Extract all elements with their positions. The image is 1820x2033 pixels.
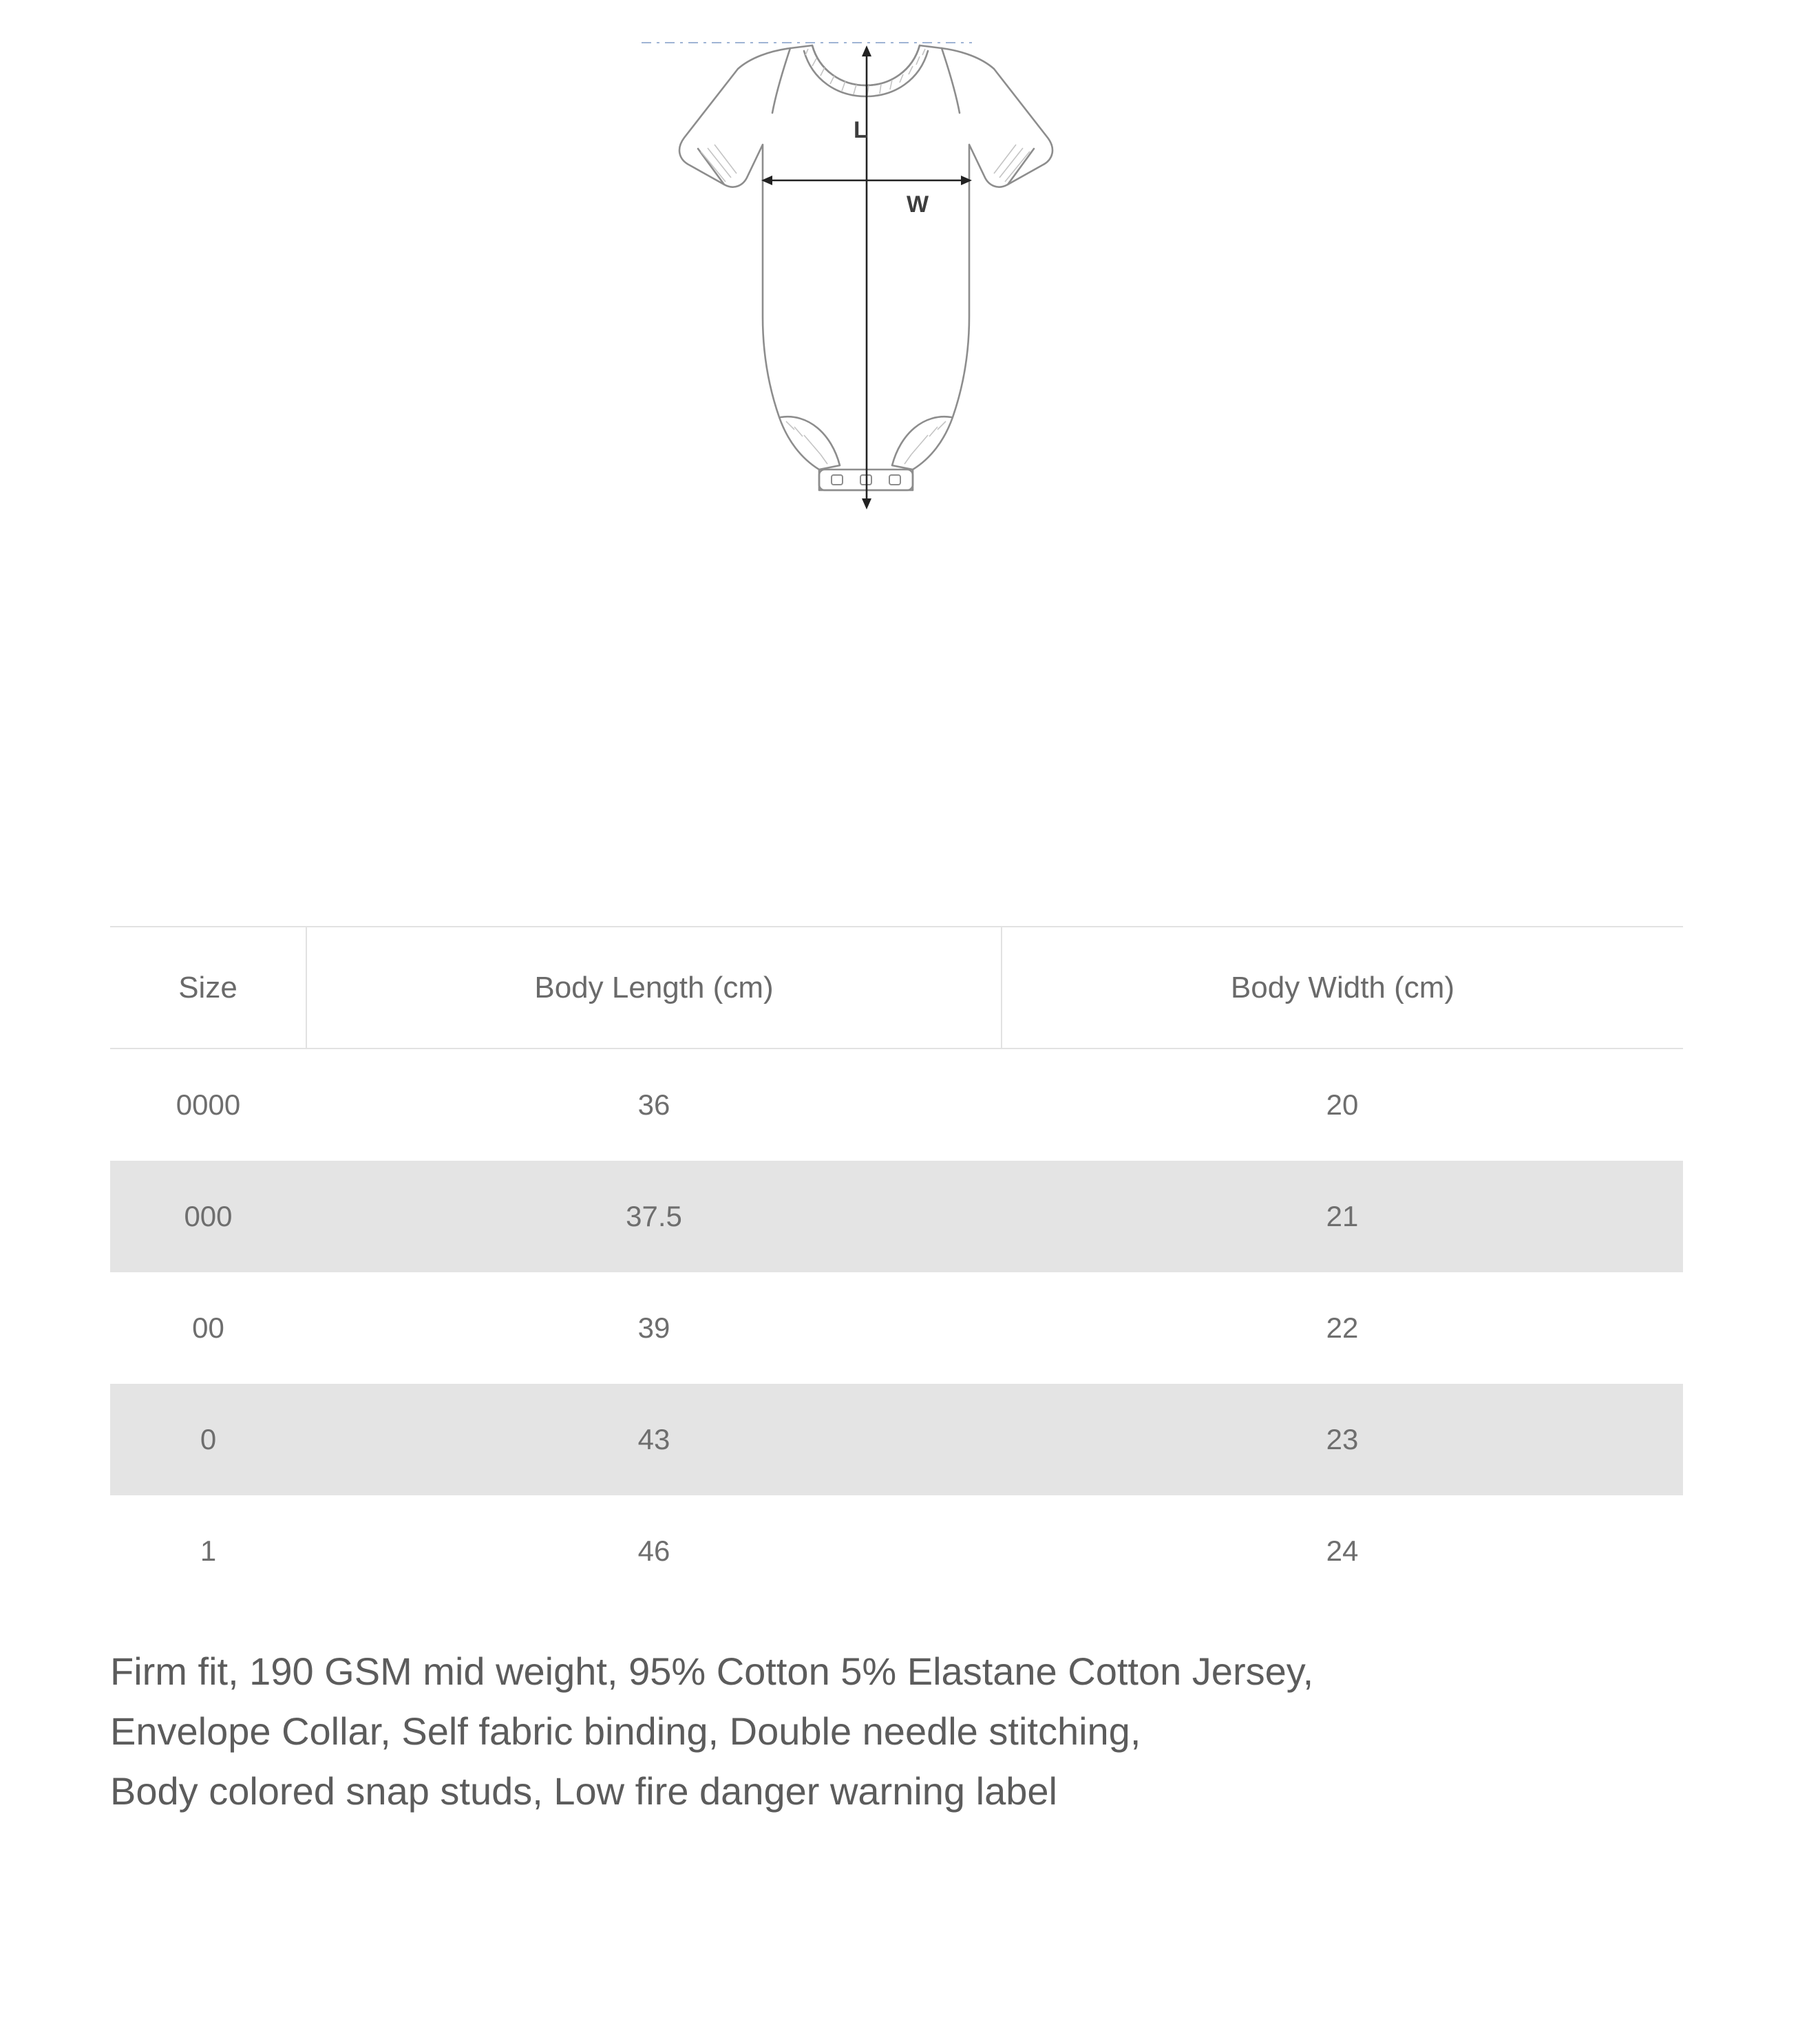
right-sleeve-hem — [1008, 149, 1034, 185]
length-label: L — [854, 117, 868, 143]
description-line-1: Firm fit, 190 GSM mid weight, 95% Cotton 5% Elastane Cotton Jersey, — [110, 1650, 1314, 1693]
description-line-2: Envelope Collar, Self fabric binding, Double needle stitching, — [110, 1709, 1141, 1753]
header-size: Size — [110, 927, 306, 1049]
description-line-3: Body colored snap studs, Low fire danger warning label — [110, 1769, 1057, 1813]
size-table-container — [110, 926, 1683, 1607]
cell-body-length: 37.5 — [306, 1161, 1002, 1272]
table-row — [110, 1272, 1683, 1384]
cell-body-width: 21 — [1002, 1161, 1683, 1272]
header-body-width: Body Width (cm) — [1002, 927, 1683, 1049]
cell-size: 00 — [192, 1312, 224, 1344]
bodysuit-measurement-diagram — [635, 28, 1185, 805]
table-body — [110, 1049, 1683, 1607]
left-sleeve-hem — [698, 149, 724, 185]
cell-body-length: 36 — [637, 1088, 670, 1121]
cell-body-width: 20 — [1326, 1088, 1359, 1121]
product-description — [110, 1642, 1714, 1821]
cell-body-width: 22 — [1326, 1312, 1359, 1344]
cell-size: 0 — [110, 1384, 306, 1495]
width-label: W — [907, 191, 929, 218]
table-row — [110, 1049, 1683, 1161]
cell-body-width: 24 — [1326, 1535, 1359, 1567]
length-measure-line — [862, 45, 871, 509]
cell-body-length: 46 — [637, 1535, 670, 1567]
table-header-row — [110, 927, 1683, 1049]
table-row — [110, 1495, 1683, 1607]
cell-body-width: 23 — [1002, 1384, 1683, 1495]
cell-size: 000 — [110, 1161, 306, 1272]
cell-body-length: 43 — [306, 1384, 1002, 1495]
ribbing-texture — [701, 49, 1030, 464]
cell-size: 1 — [200, 1535, 217, 1567]
left-shoulder-seam — [772, 48, 790, 113]
table-row — [110, 1384, 1683, 1495]
size-table — [110, 926, 1683, 1607]
table-row — [110, 1161, 1683, 1272]
header-body-length: Body Length (cm) — [306, 927, 1002, 1049]
diagram-container — [0, 0, 1820, 888]
cell-body-length: 39 — [637, 1312, 670, 1344]
table-header — [110, 927, 1683, 1049]
cell-size: 0000 — [176, 1088, 241, 1121]
right-shoulder-seam — [942, 48, 960, 113]
